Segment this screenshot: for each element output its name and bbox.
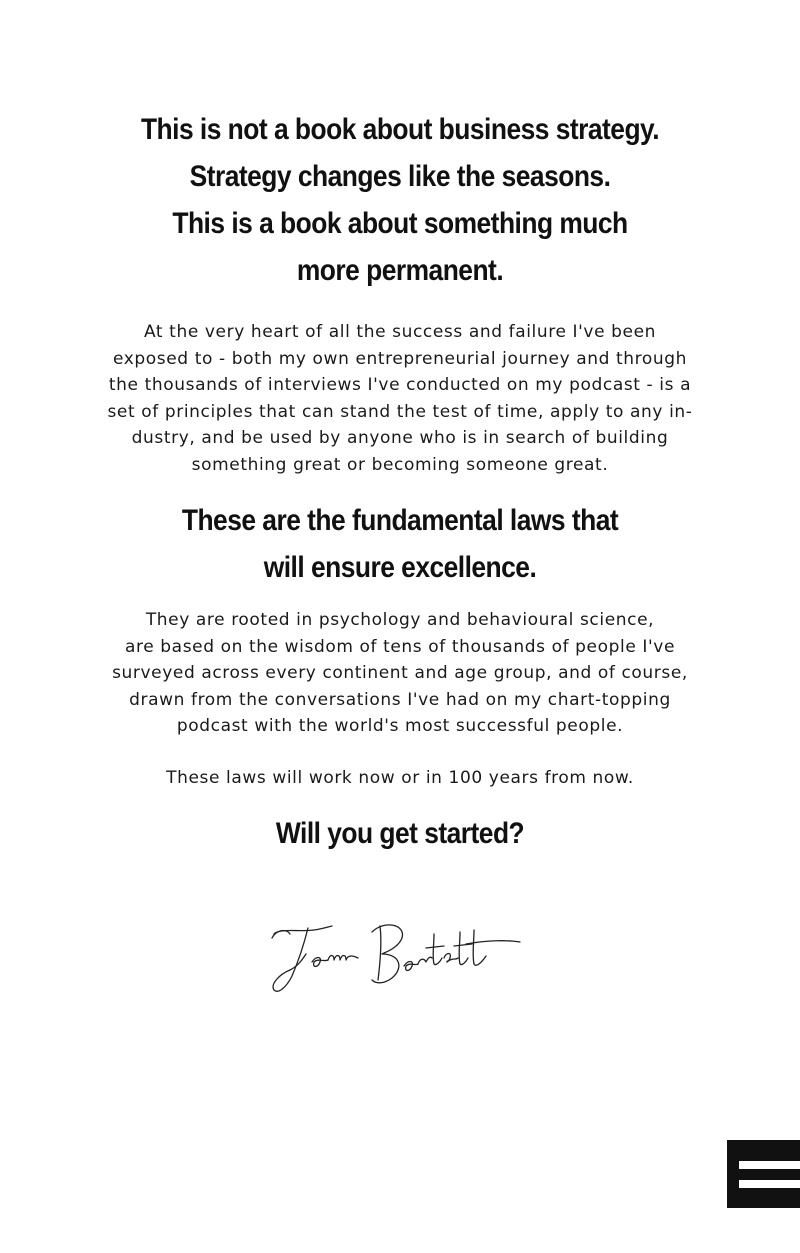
paragraph-roots <box>0 607 800 740</box>
paragraph-line: surveyed across every continent and age group, and of course, <box>112 663 688 683</box>
paragraph-line: the thousands of interviews I've conducted on my podcast - is a <box>108 375 692 395</box>
headline-fundamental-laws <box>48 497 752 591</box>
paragraph-line: exposed to - both my own entrepreneurial journey and through <box>112 348 688 369</box>
headline-line: This is not a book about business strategy. <box>140 113 660 146</box>
publisher-logo <box>727 1140 800 1208</box>
paragraph-line: set of principles that can stand the test of time, apply to any in- <box>107 401 693 422</box>
paragraph-line: podcast with the world's most successful people. <box>176 716 624 736</box>
paragraph-line: are based on the wisdom of tens of thousands of people I've <box>124 636 675 657</box>
paragraph-line: These laws will work now or in 100 years from now. <box>166 768 634 788</box>
headline-book-purpose <box>48 106 752 294</box>
paragraph-line: dustry, and be used by anyone who is in search of building <box>131 428 669 448</box>
paragraph-line: At the very heart of all the success and failure I've been <box>143 322 657 342</box>
headline-line: more permanent. <box>296 254 504 287</box>
paragraph-line: something great or becoming someone great. <box>191 454 609 475</box>
headline-line: will ensure excellence. <box>263 551 537 584</box>
paragraph-line: They are rooted in psychology and behavioural science, <box>145 610 655 630</box>
paragraph-timeless <box>0 765 800 792</box>
headline-call-to-action <box>48 810 752 857</box>
headline-line: Strategy changes like the seasons. <box>189 160 611 193</box>
author-signature <box>268 918 524 1004</box>
paragraph-principles <box>0 319 800 478</box>
headline-line: These are the fundamental laws that <box>181 504 619 537</box>
headline-line: This is a book about something much <box>172 207 628 240</box>
paragraph-line: drawn from the conversations I've had on my chart-topping <box>129 689 671 710</box>
headline-line: Will you get started? <box>275 817 525 850</box>
